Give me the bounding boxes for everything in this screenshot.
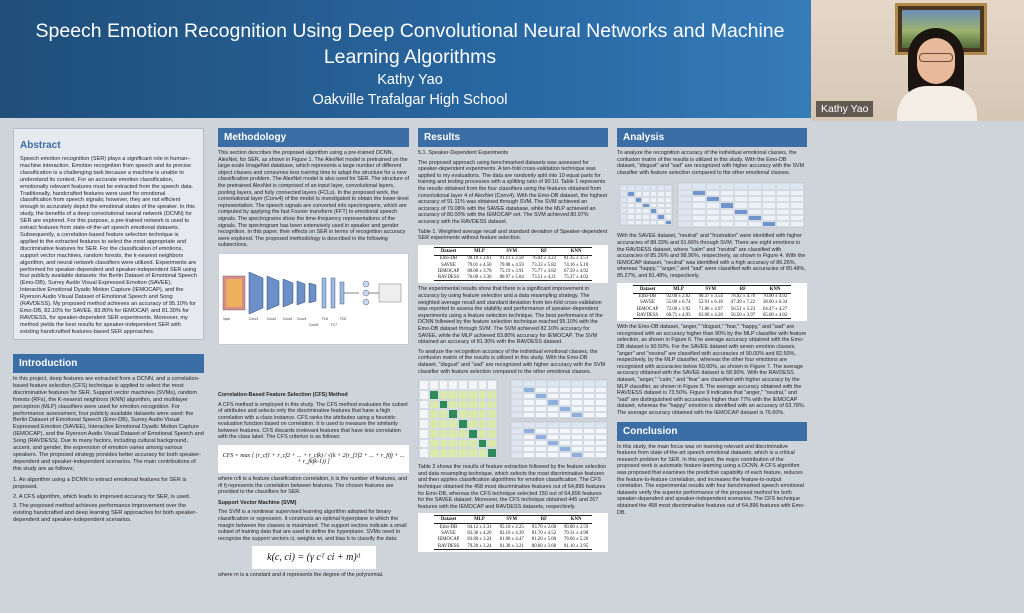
table-cell: 78.92 ± 4.78 (730, 294, 756, 300)
table-cell: Emo-DB (439, 256, 458, 262)
analysis-confusion-matrix-2 (677, 182, 805, 228)
matrix-cell (448, 429, 458, 439)
table-header-cell: MLP (662, 285, 694, 293)
matrix-cell (419, 439, 429, 449)
abstract-box (13, 128, 204, 340)
matrix-cell (468, 400, 478, 410)
matrix-cell (429, 429, 439, 439)
table-cell: 79.31 ± 4.98 (564, 531, 589, 537)
table-header-cell: Dataset (633, 285, 663, 293)
matrix-cell (523, 452, 535, 458)
matrix-cell (734, 221, 748, 227)
analysis-confusion-matrix-1 (619, 184, 673, 226)
matrix-cell (468, 448, 478, 458)
analysis-heading: Analysis (617, 128, 807, 147)
table-cell: 81.00 ± 4.47 (499, 537, 524, 543)
table-cell: 56.50 ± 3.97 (727, 312, 759, 319)
matrix-cell (487, 390, 497, 400)
confusion-matrix-table-1 (510, 379, 608, 419)
table-cell: 76.04 ± 3.23 (531, 256, 557, 262)
table-header-cell: RF (727, 285, 759, 293)
label-conv3: Conv3 (283, 316, 293, 321)
matrix-cell (448, 390, 458, 400)
network-diagram (219, 254, 408, 344)
matrix-cell (487, 400, 497, 410)
participant-glasses (919, 53, 953, 62)
table-header-cell: RF (528, 247, 560, 255)
introduction-text: In this project, deep features are extracted from a DCNN, and a correlation-based feature selection (CFS) technique is applied to select the most discriminative features for SER. Support vector machines (SVMs), random forests (RFs), the K-nearest neighbors (KNN) algorithm, and multilayer perceptron (MLP) classifiers were used for emotion recognition. For performance assessment, four publicly available datasets were used: the Berlin Dataset of Emotional Speech (Emo-DB), Surrey Audio Visual Expressed Emotion (SAVEE), Interactive Emotional Dyadic Motion Capture (IEMOCAP), and the Ryerson Audio Visual Dataset of Emotional Speech and Song (RAVDESS). Due to many factors, including cultural background, accent, and gender, the expression of emotion varies among various speakers. The proposed strategy provides better accuracy for both speaker-dependent and speaker-independent scenarios. The main contributions of this study are as follows; (13, 376, 204, 472)
table-cell: 73.51 ± 4.21 (528, 274, 560, 281)
table-row (434, 524, 592, 531)
svm-equation (252, 546, 376, 569)
table-2 (434, 515, 592, 550)
results-text-1: The proposed approach using benchmarked datasets was assessed for speaker-dependent experiments. A ten-fold cross-validation technique was applied to my evaluations. The data are randomly split into 10 equal parts for training and testing processes with a splitting ratio of 90:10. Table 1 represents the results obtained from the four classifiers using the features obtained from convolutional layer 4 of AlexNet (Conv4). With the Emo-DB dataset, the highest accuracy of 91.11% was obtained through SVM. The SVM achieved an accuracy of 79.08% with the SAVEE database, while the MLP achieved an accuracy of 80.00% with the IEMOCAP set. The SVM achieved 80.97% accuracy with the RAVDESS dataset. (418, 159, 608, 225)
column-2 (218, 128, 409, 579)
table2-container (418, 513, 608, 552)
matrix-cell (458, 419, 468, 429)
table-cell: 63.00 ± 4.28 (695, 312, 727, 319)
table-cell: 81.30 ± 3.21 (496, 543, 528, 550)
matrix-cell (429, 380, 439, 390)
table-cell: IEMOCAP (437, 537, 460, 543)
matrix-cell (429, 439, 439, 449)
analysis-table (633, 285, 791, 320)
table-cell: RAVDESS (434, 543, 464, 550)
table-1 (434, 247, 592, 282)
svm-equation-text: k(c, ci) = (γ cᵀ ci + m)ᵈ (267, 552, 360, 564)
label-conv2: Conv2 (267, 316, 277, 321)
conclusion-text: In this study, the main focus was on learning relevant and discriminative features from state-of-the-art speech emotional datasets, which is a critical research problem for SER. In this regard, the major contribution of the proposed work is automatic feature learning using a DCNN. A CFS algorithm was proposed that examines the predictive capability of each feature, reduces the feature-to-feature correlation, and increases the feature-to-output correlation. The experimental results with four benchmarked speech emotional datasets verify the superior performance of the proposed method for both speaker-dependent and speaker-independent scenarios. The CFS technique obtained the 458 most discriminative features out of 64,896 features with Emo-DB. (617, 443, 805, 516)
table-cell: 95.10 ± 2.25 (499, 524, 524, 530)
analysis-figures (617, 180, 807, 230)
table-header-cell: Dataset (434, 247, 464, 255)
matrix-cell (468, 429, 478, 439)
matrix-cell (487, 448, 497, 458)
matrix-cell (448, 419, 458, 429)
table-header-cell: MLP (463, 247, 495, 255)
matrix-cell (720, 221, 734, 227)
table-cell: 82.10 ± 4.39 (499, 531, 524, 537)
table-cell: 83.30 ± 4.20 (467, 531, 492, 537)
matrix-cell (535, 412, 547, 418)
table-cell: 64.47 ± 4.27 (763, 306, 788, 312)
table-cell: 67.59 ± 4.92 (564, 268, 589, 274)
matrix-cell (458, 439, 468, 449)
matrix-cell (419, 419, 429, 429)
table-row (434, 543, 592, 550)
matrix-cell (511, 412, 523, 418)
table-cell: 80.00 ± 3.78 (467, 268, 492, 274)
matrix-cell (642, 220, 649, 226)
table-cell: 38.00 ± 6.34 (763, 300, 788, 306)
table-cell: 93.70 ± 2.68 (531, 524, 557, 530)
table-cell: RAVDESS (434, 274, 464, 281)
matrix-cell (583, 412, 595, 418)
matrix-cell (511, 452, 523, 458)
cfs-heading: Correlation-Based Feature Selection (CFS) Method (218, 391, 348, 398)
table-header-cell: KNN (560, 516, 592, 524)
matrix-cell (468, 409, 478, 419)
matrix-cell (535, 452, 547, 458)
matrix-cell (429, 400, 439, 410)
participant-body (897, 86, 977, 121)
table-cell: 80.60 ± 3.68 (528, 543, 560, 550)
matrix-cell (478, 448, 488, 458)
table-row (633, 293, 791, 300)
table-cell: 70.00 ± 4.92 (763, 294, 788, 300)
matrix-cell (429, 390, 439, 400)
matrix-cell (635, 220, 642, 226)
column-3 (418, 128, 608, 552)
matrix-cell (487, 429, 497, 439)
table-row (434, 268, 592, 274)
matrix-cell (706, 221, 720, 227)
table-cell: 90.80 ± 2.59 (564, 524, 589, 530)
table-row (434, 537, 592, 543)
confusion-matrix-table-2 (510, 421, 608, 459)
matrix-cell (439, 429, 449, 439)
results-heading: Results (418, 128, 608, 147)
table-header-cell: SVM (496, 516, 528, 524)
network-figure (218, 253, 409, 345)
table-cell: 79.01 ± 4.50 (467, 262, 492, 268)
table-cell: 56.51 ± 5.23 (730, 306, 756, 312)
table-cell: 81.20 ± 5.00 (531, 537, 557, 543)
cfs-equation (218, 445, 409, 473)
label-conv4: Conv4 (297, 316, 307, 321)
matrix-cell (790, 221, 804, 227)
table-cell: Emo-DB (638, 294, 657, 300)
table-cell: Emo-DB (439, 524, 458, 530)
analysis-table-container (617, 283, 807, 322)
contribution-3: 3. The proposed method achieves performance improvement over the existing handcrafted and deep learning SER approaches for both speaker-dependent and speaker-independent scenarios. (13, 503, 198, 524)
table-header-cell: SVM (695, 285, 727, 293)
table1-caption: Table 1. Weighted average recall and standard deviation of Speaker-dependent SER experiments without feature selection. (418, 228, 608, 242)
table-row (633, 306, 791, 312)
table1-container (418, 245, 608, 284)
matrix-cell (478, 429, 488, 439)
matrix-cell (458, 400, 468, 410)
results-subheading: 5.1. Speaker-Dependent Experiments (418, 150, 509, 156)
conclusion-heading: Conclusion (617, 422, 807, 441)
matrix-cell (458, 429, 468, 439)
matrix-cell (487, 419, 497, 429)
matrix-cell (487, 409, 497, 419)
table-cell: 80.97 ± 5.04 (496, 274, 528, 281)
participant-name-tag: Kathy Yao (816, 101, 873, 117)
matrix-cell (478, 400, 488, 410)
matrix-cell (650, 220, 657, 226)
matrix-cell (458, 448, 468, 458)
matrix-cell (419, 400, 429, 410)
matrix-cell (439, 400, 449, 410)
table-cell: 83.80 ± 3.24 (467, 537, 492, 543)
matrix-cell (620, 220, 627, 226)
matrix-cell (429, 409, 439, 419)
table-cell: RAVDESS (633, 312, 663, 319)
matrix-cell (458, 390, 468, 400)
methodology-heading: Methodology (218, 128, 409, 147)
table-cell: 52.91 ± 6.18 (698, 300, 723, 306)
matrix-cell (458, 380, 468, 390)
abstract-text: Speech emotion recognition (SER) plays a significant role in human–machine interaction. Emotion recognition from speech and its precise classification is a challenging task because a machine is unable to understand its context. For an accurate emotion classification, emotionally relevant features must be extracted from the speech data. Traditionally, handcrafted features were used for emotional classification from speech signals; however, they are not efficient enough to accurately depict the emotional states of the speaker. In this study, the benefits of a deep convolutional neural network (DCNN) for SER are explored. For this purpose, a pre-trained network is used to extract features from state-of-the-art speech emotional datasets. Subsequently, a correlation-based feature selection technique is applied to the extracted features to select the most appropriate and discriminative features for SER. For the classification of emotions, support vector machines, random forests, the k-nearest neighbors algorithm, and neural network classifiers were utilized. Experiments are performed for speaker-dependent and speaker-independent SER using four publicly available datasets: the Berlin Dataset of Emotional Speech (Emo-DB), Surrey Audio Visual Expressed Emotion (SAVEE), Interactive Emotional Dyadic Motion Capture (IEMOCAP), and the Ryerson Audio Visual Dataset of Emotional Speech and Song (RAVDESS). My proposed method achieves an accuracy of 95.10% for Emo-DB, 82.10% for SAVEE, 83.80% for IEMOCAP, and 81.30% for RAVDESS, for speaker-dependent SER experiments. Moreover, my method yields the best results for speaker-independent SER with existing handcrafted features-based SER approaches. (20, 156, 197, 335)
matrix-cell (448, 380, 458, 390)
matrix-cell (665, 220, 672, 226)
table-cell: 75.19 ± 3.91 (499, 268, 524, 274)
table-cell: SAVEE (441, 531, 456, 537)
matrix-cell (468, 419, 478, 429)
table2-caption: Table 2 shows the results of feature extraction followed by the feature selection and data resampling technique, which selects the most discriminative features and then applies classification algorithms for emotion classification. The CFS technique obtained the 458 most discriminative features out of 64,896 features for Emo-DB, whereas the CFS technique selected 150 out of 64,896 features for the SAVEE dataset. Moreover, the CFS technique obtained 445 and 267 features with the IEMOCAP and RAVDESS datasets, respectively. (418, 464, 607, 510)
table-cell: 90.10 ± 2.61 (467, 256, 492, 262)
matrix-cell (559, 452, 571, 458)
table-header-cell: SVM (496, 247, 528, 255)
matrix-cell (419, 380, 429, 390)
matrix-cell (439, 390, 449, 400)
table-cell: 47.49 ± 7.22 (730, 300, 756, 306)
matrix-cell (419, 390, 429, 400)
matrix-cell (627, 220, 634, 226)
svm-heading: Support Vector Machine (SVM) (218, 499, 297, 506)
table-cell: 81.70 ± 4.52 (531, 531, 557, 537)
matrix-cell (583, 452, 595, 458)
results-figures (418, 379, 608, 461)
matrix-cell (468, 439, 478, 449)
analysis-text-1: To analyze the recognition accuracy of the individual emotional classes, the confusion matrix of the results is utilized in this study. With the Emo-DB dataset, "disgust" and "sad" are recognized with higher accuracy with the SVM classifier with feature selection compared to the other emotional classes. (617, 150, 805, 176)
matrix-cell (487, 439, 497, 449)
matrix-cell (439, 448, 449, 458)
cfs-text: A CFS method is employed in this study. The CFS method evaluates the subset of attributes and selects only the discriminative features that have a high correlation with a class instance. CFS ranks the attributes using a heuristic evaluation function based on correlation. It is used to measure the similarity between features. CFS discards irrelevant features that have less correlation with the class label. The CFS criterion is as follows: (218, 401, 408, 441)
table-cell: 76.66 ± 5.20 (564, 537, 589, 543)
introduction-heading: Introduction (13, 354, 204, 373)
label-conv5: Conv5 (309, 322, 319, 327)
matrix-cell (478, 439, 488, 449)
table-row (434, 255, 592, 262)
svm-where-text: where m is a constant and d represents the degree of the polynomial. (218, 572, 384, 579)
matrix-cell (439, 380, 449, 390)
table-cell: IEMOCAP (636, 306, 659, 312)
confusion-matrix-heatmap (418, 379, 498, 459)
contribution-1: 1. An algorithm using a DCNN to extract emotional features for SER is proposed. (13, 476, 187, 490)
table-header-cell: MLP (463, 516, 495, 524)
table-cell: 75.37 ± 4.02 (560, 274, 592, 281)
matrix-cell (468, 380, 478, 390)
author-name: Kathy Yao (377, 72, 443, 88)
table-cell: 55.00 ± 6.74 (666, 300, 691, 306)
table-row (434, 274, 592, 281)
matrix-cell (595, 452, 607, 458)
contribution-2: 2. A CFS algorithm, which leads to improved accuracy for SER, is used. (13, 493, 191, 500)
table-cell: IEMOCAP (437, 268, 460, 274)
matrix-cell (657, 220, 664, 226)
abstract-heading: Abstract (20, 140, 61, 151)
matrix-cell (448, 448, 458, 458)
table-cell: 91.11 ± 2.58 (499, 256, 524, 262)
matrix-cell (448, 400, 458, 410)
matrix-cell (458, 409, 468, 419)
table-cell: SAVEE (640, 300, 655, 306)
table-header-cell: Dataset (434, 516, 464, 524)
table-cell: 92.00 ± 2.02 (666, 294, 691, 300)
label-conv1: Conv1 (249, 316, 259, 321)
cfs-equation-text: CFS = max [ (r_cf1 + r_cf2 + ... + r_cfk) / √(k + 2(r_f1f2 + ... + r_fifj + ... + r_fkfk-1)) ] (222, 453, 405, 466)
results-text-3: To analyze the recognition accuracy of the individual emotional classes, the confusion matrix of the results is utilized in this study. With the Emo-DB dataset, "disgust" and "sad" are recognized with higher accuracy with the SVM classifier with feature selection compared to the other emotional classes. (418, 348, 606, 375)
matrix-cell (429, 419, 439, 429)
matrix-cell (439, 439, 449, 449)
matrix-cell (559, 412, 571, 418)
table-cell: 81.10 ± 3.95 (560, 543, 592, 550)
school-name: Oakville Trafalgar High School (312, 92, 508, 108)
matrix-cell (419, 448, 429, 458)
matrix-cell (595, 412, 607, 418)
matrix-cell (478, 409, 488, 419)
label-fc6: FC6 (322, 316, 329, 321)
table-header-cell: KNN (759, 285, 791, 293)
matrix-cell (748, 221, 762, 227)
matrix-cell (439, 409, 449, 419)
matrix-cell (419, 429, 429, 439)
table-cell: 65.00 ± 4.02 (759, 312, 791, 319)
cfs-where-text: where rcfi is a feature classification correlation, k is the number of features, and rfi fj represents the correlation between features. The chosen features are provided to the classifiers for SER. (218, 476, 408, 496)
matrix-cell (571, 412, 583, 418)
matrix-cell (439, 419, 449, 429)
matrix-cell (678, 221, 692, 227)
table-row (633, 312, 791, 319)
matrix-cell (692, 221, 706, 227)
matrix-cell (547, 412, 559, 418)
column-1 (13, 128, 204, 524)
matrix-cell (448, 409, 458, 419)
label-input: Input (223, 316, 231, 321)
label-fc7: FC7 (331, 322, 338, 327)
table-cell: 79.08 ± 4.59 (499, 262, 524, 268)
table-cell: 75.77 ± 3.82 (531, 268, 557, 274)
matrix-cell (448, 439, 458, 449)
table-cell: SAVEE (441, 262, 456, 268)
column-4 (617, 128, 807, 516)
label-fc8: FC8 (340, 316, 347, 321)
table-cell: 72.00 ± 3.92 (666, 306, 691, 312)
analysis-text-3: With the Emo-DB dataset, "anger," "disgust," "fear," "happy," and "sad" are recognized with an accuracy higher than 90% by the MLP classifier with feature selection, as shown in Figure 6. The average accuracy obtained with the Emo-DB dataset is 90.50%. For the SAVEE dataset with seven emotion classes, "anger" and "neutral" are classified with accuracies of 90.00% and 82.50%, respectively, by the MLP classifier, whereas the other four emotions are recognized with accuracies below 60.00%, as shown in Figure 7. The average accuracy obtained with the SAVEE dataset is 68.90%. With the RAVDESS dataset, "anger," "calm," and "fear" are classified with higher accuracy by the MLP classifier, as shown in Figure 8. The average accuracy obtained with the RAVDESS dataset is 73.50%. Figure 9 indicates that "anger," "neutral," and "sad" are distinguished with accuracies higher than 77% with the IEMOCAP dataset, whereas the "happy" emotion is identified with an accuracy of 63.78%. The average accuracy obtained with the IEMOCAP dataset is 76.60%. (617, 324, 807, 416)
table-cell: 79.20 ± 3.24 (463, 543, 495, 550)
table-header-cell: KNN (560, 247, 592, 255)
analysis-text-2: With the SAVEE dataset, "neutral" and "frustration" were identified with higher accuracies of 88.33% and 91.66% through SVM. There are eight emotions in the RAVDESS dataset, where "calm" and "neutral" are classified with accuracies of 85.26% and 98.96%, respectively, as shown in Figure 4. With the IEMOCAP dataset, "neutral" was identified with a high accuracy of 86.26%, whereas "happy," "anger," and "sad" were classified with accuracies of 80.48%, 85.27%, and 81.48%, respectively. (617, 233, 806, 279)
table-cell: 73.33 ± 5.82 (531, 262, 557, 268)
table-cell: 90.37 ± 3.54 (698, 294, 723, 300)
matrix-cell (523, 412, 535, 418)
matrix-cell (478, 380, 488, 390)
table-cell: 74.16 ± 5.18 (564, 262, 589, 268)
matrix-cell (487, 380, 497, 390)
matrix-cell (762, 221, 776, 227)
matrix-cell (547, 452, 559, 458)
table-header-cell: RF (528, 516, 560, 524)
matrix-cell (571, 452, 583, 458)
matrix-cell (468, 390, 478, 400)
matrix-cell (478, 390, 488, 400)
matrix-cell (419, 409, 429, 419)
svm-text: The SVM is a nonlinear supervised learning algorithm adopted for binary classification or regression. It constructs an optimal hyperplane in which the margin between the classes is maximized. The support vectors indicate a small subset of training data that are used to define the hyperplane. SVMs need to recognize the support vectors ci, weights wi, and bias b to classify the data: (218, 509, 407, 542)
matrix-cell (429, 448, 439, 458)
matrix-cell (776, 221, 790, 227)
table-cell: 71.86 ± 4.97 (698, 306, 723, 312)
table-cell: 81.35 ± 3.51 (564, 256, 589, 262)
methodology-text: This section describes the proposed algorithm using a pre-trained DCNN, AlexNet, for SER, as shown in Figure 1. The AlexNet model is pretrained on the large-scale ImageNet database, which represents a large number of different object classes and consumes less training time to adapt the structure for a new classification problem. The AlexNet model is also used for SER. The structure of the pretrained AlexNet is comprised of an input layer, convolutional layers, pooling layers, and fully connected layers (FCLs). In the proposed work, the convolutional layer (Conv4) of the model is investigated to obtain the lower-level representation. The speech signals are converted into spectrograms, which are computed by applying the fast Fourier transform (FFT) to emotional speech signals. The spectrograms show the time-frequency representations of the signals. The spectrogram has been extensively used in speaker and gender recognition. In this paper, their effects on SER in terms of recognition accuracy were explored. The proposed methodology is described in the following subsections. (218, 150, 409, 249)
results-text-2: The experimental results show that there is a significant improvement in accuracy by using feature selection and a data resampling strategy. The weighted average recall and standard deviation from ten-fold cross-validation was reported to assess the stability and performance of speaker-dependent experiments using a feature selection technique. The best performance of the DCNN followed by the feature selection technique reached 95.10% with the Emo-DB dataset through SVM. The SVM achieved 82.10% accuracy for SAVEE, while the MLP achieved 83.80% accuracy for IEMOCAP. The SVM obtained an accuracy of 81.30% with the RAVDESS dataset. (418, 286, 603, 346)
poster-title: Speech Emotion Recognition Using Deep Convolutional Neural Networks and Machine Learning Algorithms (35, 20, 785, 68)
matrix-cell (478, 419, 488, 429)
table-cell: 94.12 ± 2.31 (467, 524, 492, 530)
table-cell: 76.00 ± 3.36 (463, 274, 495, 281)
table-cell: 60.71 ± 4.93 (662, 312, 694, 319)
